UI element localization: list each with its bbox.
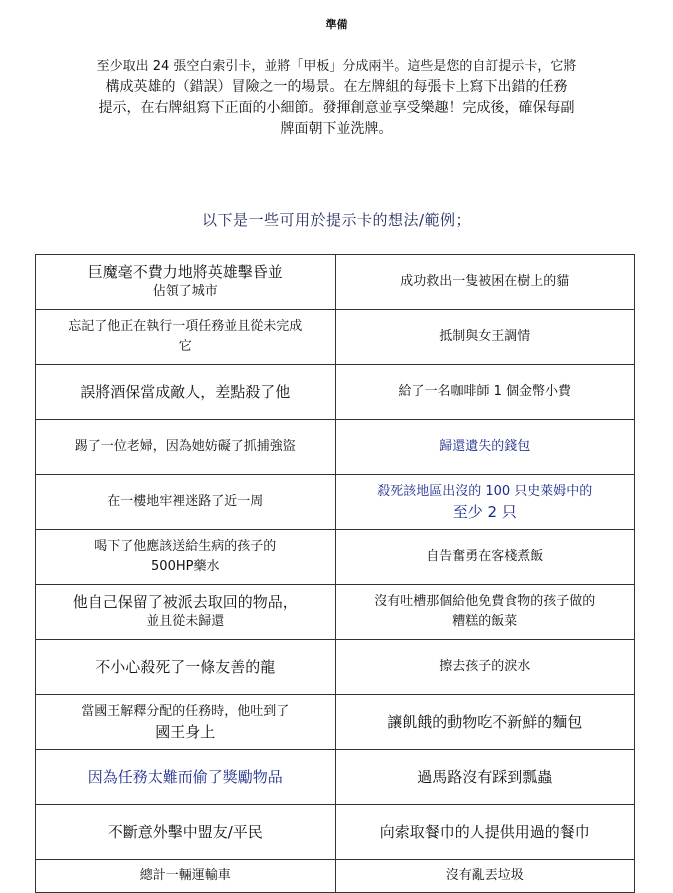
positive-cell [335,475,635,530]
cell-line: 當國王解釋分配的任務時，他吐到了 [81,704,290,719]
table-row [36,805,635,860]
cell-line: 他自己保留了被派去取回的物品， [72,593,298,611]
cell-line: 並且從未歸還 [146,614,225,629]
mistake-cell [36,365,336,420]
cell-line: 佔領了城市 [152,284,218,299]
positive-cell [335,695,635,750]
page-title: 準備 [325,18,348,31]
table-row [36,255,635,310]
cell-line: 不斷意外擊中盟友/平民 [107,823,263,841]
cell-line: 糟糕的飯菜 [452,614,518,629]
cell-line: 沒有吐槽那個給他免費食物的孩子做的 [374,594,596,609]
cell-line: 殺死該地區出沒的 100 只史萊姆中的 [377,484,593,499]
cell-line: 因為任務太難而偷了獎勵物品 [87,768,283,786]
positive-cell [335,805,635,860]
table-row [36,860,635,893]
intro-line: 提示，在右牌組寫下正面的小細節。發揮創意並享受樂趣！完成後，確保每副 [98,100,575,116]
cell-line: 它 [178,339,192,354]
cell-line: 抵制與女王調情 [439,329,531,344]
cell-line: 自告奮勇在客棧煮飯 [426,549,544,564]
cell-line: 忘記了他正在執行一項任務並且從未完成 [68,319,303,334]
table-row [36,585,635,640]
positive-cell [335,640,635,695]
cell-line: 擦去孩子的淚水 [439,659,531,674]
cell-line: 誤將酒保當成敵人，差點殺了他 [80,383,291,401]
mistake-cell [36,860,336,893]
cell-line: 喝下了他應該送給生病的孩子的 [94,539,277,554]
cell-line: 給了一名咖啡師 1 個金幣小費 [398,384,572,399]
positive-cell [335,310,635,365]
mistake-cell [36,530,336,585]
intro-line: 牌面朝下並洗牌。 [280,121,393,137]
cell-line: 在一樓地牢裡迷路了近一周 [107,494,264,509]
intro-paragraph [40,56,633,140]
intro-line: 構成英雄的（錯誤）冒險之一的場景。在左牌組的每張卡上寫下出錯的任務 [105,79,568,95]
positive-cell [335,365,635,420]
cell-line: 巨魔毫不費力地將英雄擊昏並 [87,263,283,281]
table-row [36,310,635,365]
intro-line: 至少取出 24 張空白索引卡，並將「甲板」分成兩半。這些是您的自訂提示卡，它將 [96,59,577,74]
mistake-cell [36,805,336,860]
cell-line: 至少 2 只 [452,503,517,521]
table-row [36,530,635,585]
table-row [36,420,635,475]
positive-cell [335,530,635,585]
table-row [36,695,635,750]
cell-line: 成功救出一隻被困在樹上的貓 [400,274,570,289]
mistake-cell [36,750,336,805]
mistake-cell [36,475,336,530]
cell-line: 國王身上 [155,723,216,741]
table-row [36,475,635,530]
prompt-examples-table [35,254,635,893]
cell-line: 過馬路沒有踩到瓢蟲 [417,768,553,786]
cell-line: 歸還遺失的錢包 [439,439,531,454]
positive-cell [335,420,635,475]
mistake-cell [36,640,336,695]
cell-line: 沒有亂丟垃圾 [445,868,524,883]
mistake-cell [36,695,336,750]
cell-line: 向索取餐巾的人提供用過的餐巾 [379,823,590,841]
mistake-cell [36,310,336,365]
cell-line: 500HP藥水 [151,559,220,574]
mistake-cell [36,585,336,640]
cell-line: 讓飢餓的動物吃不新鮮的麵包 [387,713,583,731]
mistake-cell [36,420,336,475]
cell-line: 總計一輛運輸車 [139,868,231,883]
cell-line: 踢了一位老婦，因為她妨礙了抓捕強盜 [74,439,296,454]
examples-heading: 以下是一些可用於提示卡的想法/範例； [201,211,472,229]
table-row [36,640,635,695]
cell-line: 不小心殺死了一條友善的龍 [95,658,276,676]
mistake-cell [36,255,336,310]
table-row [36,365,635,420]
positive-cell [335,860,635,893]
positive-cell [335,585,635,640]
positive-cell [335,750,635,805]
positive-cell [335,255,635,310]
table-row [36,750,635,805]
